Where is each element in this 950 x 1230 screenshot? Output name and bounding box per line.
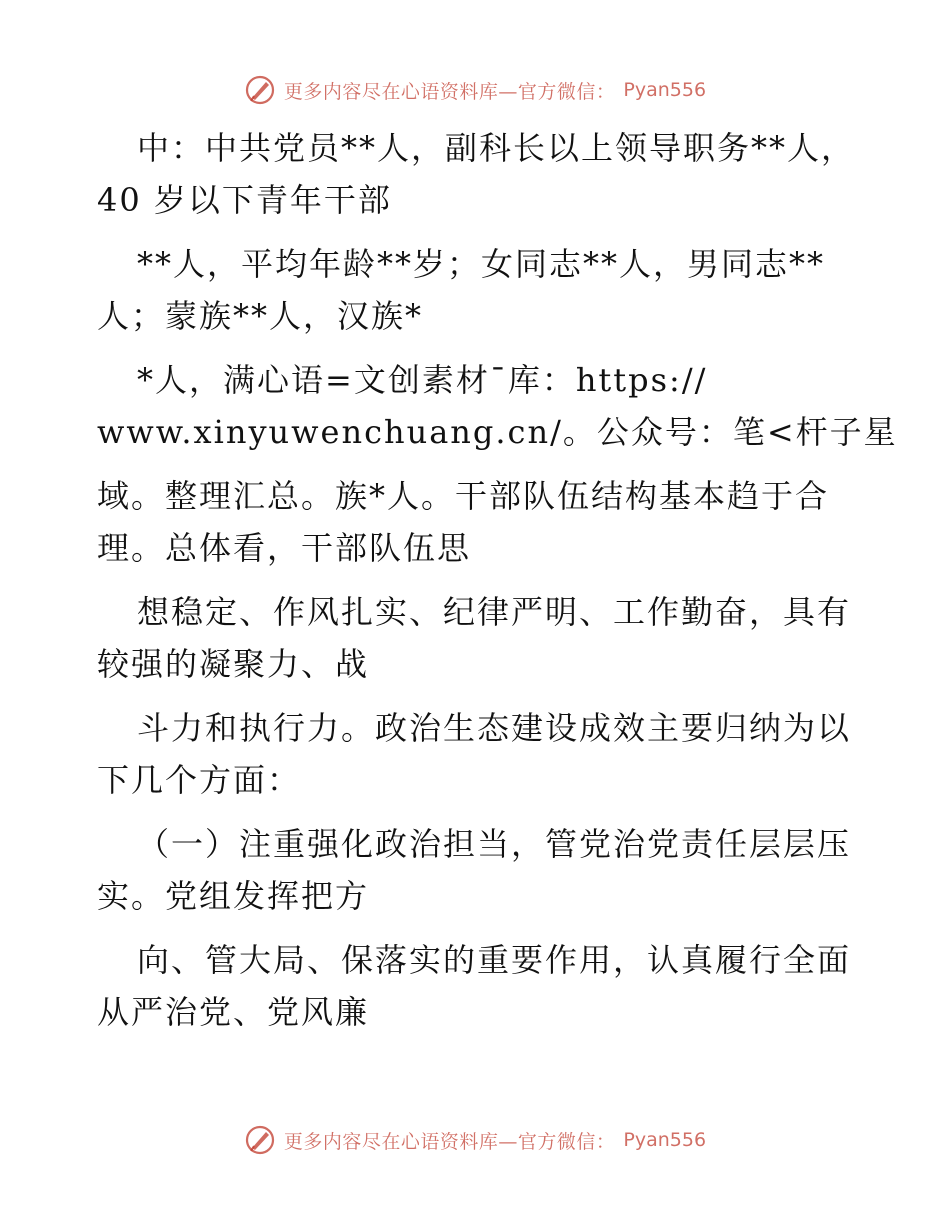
footer-watermark	[0, 1120, 950, 1160]
body-line: *人，满心语=文创素材¯库：https://	[137, 361, 708, 399]
body-line: www.xinyuwenchuang.cn/。公众号：笔<杆子星	[97, 413, 898, 451]
header-watermark	[0, 70, 950, 110]
body-line: 从严治党、党风廉	[97, 993, 370, 1031]
body-line: 域。整理汇总。族*人。干部队伍结构基本趋于合	[97, 477, 830, 515]
body-line: **人，平均年龄**岁；女同志**人，男同志**	[137, 245, 826, 283]
body-line: 较强的凝聚力、战	[97, 645, 370, 683]
watermark-text: 更多内容尽在心语资料库—官方微信：	[283, 1130, 616, 1153]
document-body	[97, 122, 898, 1038]
body-line: 人；蒙族**人，汉族*	[97, 297, 424, 335]
body-line: 中：中共党员**人，副科长以上领导职务**人，	[137, 129, 856, 167]
body-line: 想稳定、作风扎实、纪律严明、工作勤奋，具有	[137, 593, 852, 631]
watermark-contact: Pyan556	[623, 1129, 707, 1151]
watermark-text: 更多内容尽在心语资料库—官方微信：	[283, 80, 616, 103]
quill-pen-logo-icon	[244, 74, 276, 106]
watermark-contact: Pyan556	[623, 79, 707, 101]
body-line: 斗力和执行力。政治生态建设成效主要归纳为以	[137, 709, 852, 747]
body-line: （一）注重强化政治担当，管党治党责任层层压	[137, 825, 852, 863]
body-line: 向、管大局、保落实的重要作用，认真履行全面	[137, 941, 852, 979]
body-line: 下几个方面：	[97, 761, 302, 799]
body-line: 40 岁以下青年干部	[97, 181, 392, 219]
body-line: 实。党组发挥把方	[97, 877, 370, 915]
quill-pen-logo-icon	[244, 1124, 276, 1156]
body-line: 理。总体看，干部队伍思	[97, 529, 472, 567]
